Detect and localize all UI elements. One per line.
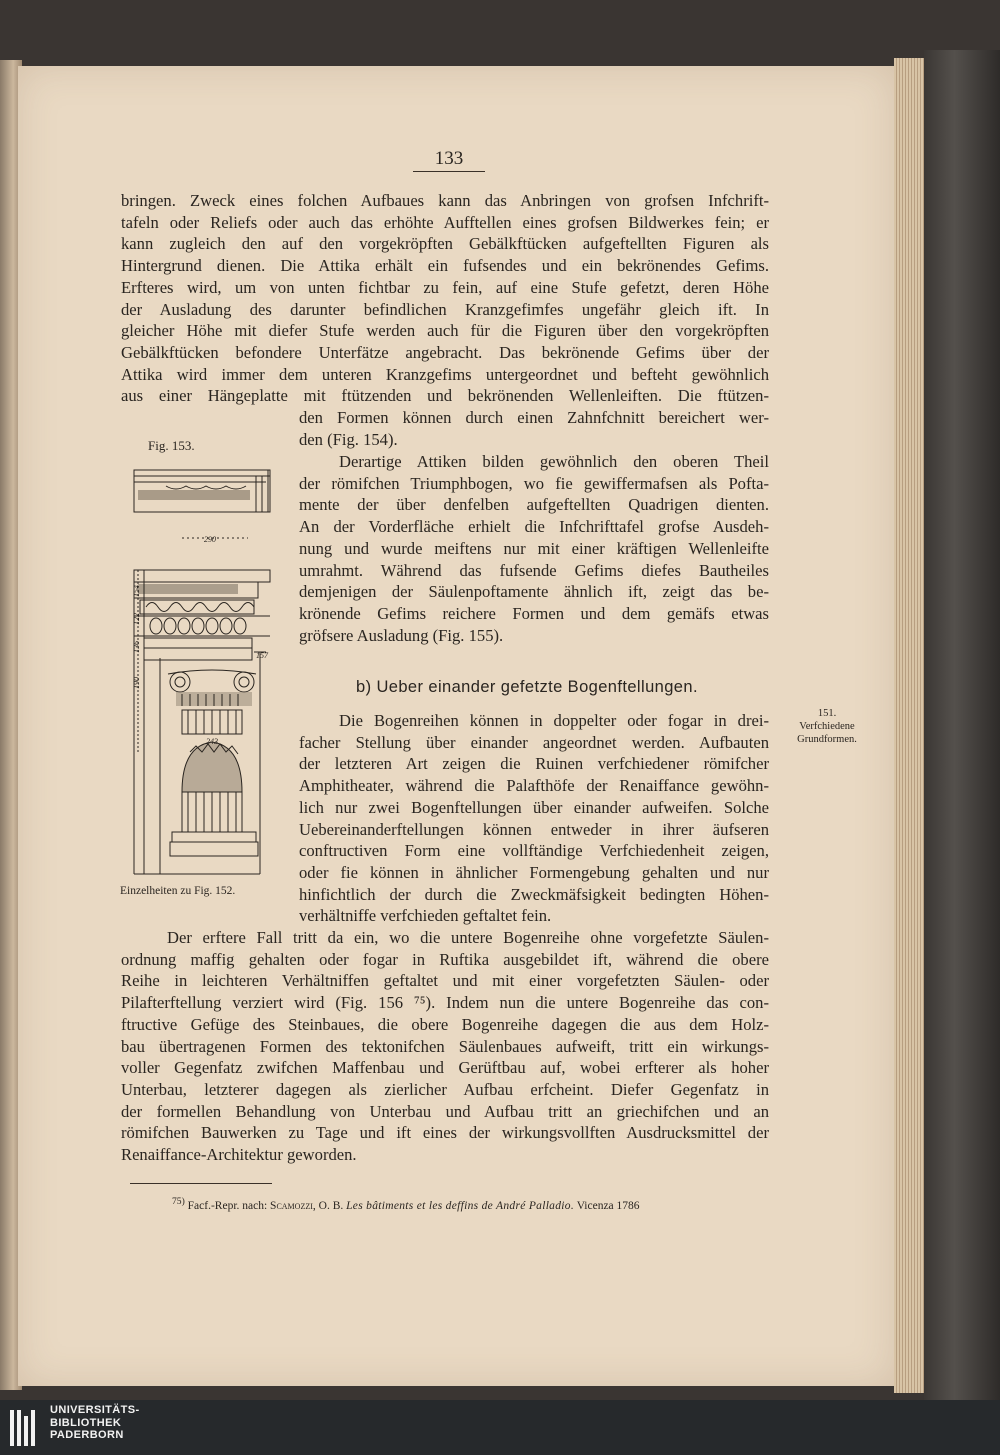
text-line: Reihe in leichteren Verhältniffen geftaltet und mit einer vorgefetzten Säulen- oder bbox=[121, 971, 769, 991]
library-logo-line: UNIVERSITÄTS- bbox=[50, 1404, 140, 1416]
text-line: lich nur zwei Bogenftellungen über einander aufweifen. Solche bbox=[299, 797, 769, 817]
text-line: Die Bogenreihen können in doppelter oder fogar in drei- bbox=[339, 711, 769, 730]
margin-note-line1: Verfchiedene bbox=[799, 721, 855, 732]
book-cover bbox=[924, 50, 1000, 1400]
footnote-author: Scamozzi, O. B. bbox=[270, 1199, 344, 1212]
library-logo-line: PADERBORN bbox=[50, 1429, 124, 1441]
dim-label-190: 190 bbox=[132, 677, 141, 689]
text-line: hinfichtlich der durch die Zweckmäfsigkeit bedingten Höhen- bbox=[299, 884, 769, 904]
text-line: den (Fig. 154). bbox=[299, 429, 398, 449]
section-heading: b) Ueber einander gefetzte Bogenftellungen. bbox=[356, 678, 698, 696]
text-line: nung und wurde meiftens nur mit einer kräftigen Wellenleifte bbox=[299, 538, 769, 558]
text-line: römifchen Bauwerken zu Tage und ift eines der wirkungsvollften Ausdrucksmittel der bbox=[121, 1123, 769, 1143]
text-line: Attika wird immer dem unteren Kranzgefims untergeordnet und befteht gewöhnlich bbox=[121, 364, 769, 384]
text-line: kann zugleich den auf den vorgekröpften Gebälkftücken aufgeftellten Figuren als bbox=[121, 234, 769, 254]
text-line: umrahmt. Während das fufsende Gefims diefes Bautheiles bbox=[299, 560, 769, 580]
text-line: ftructive Gefüge des Steinbaues, die obere Bogenreihe dagegen die aus dem Holz- bbox=[121, 1014, 769, 1034]
figure-label: Fig. 153. bbox=[148, 438, 195, 453]
text-line: der letzteren Art zeigen die Ruinen verfchiedener römifcher bbox=[299, 754, 769, 774]
text-line: aus einer Hängeplatte mit ftützenden und bekrönenden Wellenleiften. Die ftützen- bbox=[121, 386, 769, 406]
text-line: gröfsere Ausladung (Fig. 155). bbox=[299, 625, 504, 645]
text-line: Der erftere Fall tritt da ein, wo die untere Bogenreihe ohne vorgefetzte Säulen- bbox=[167, 928, 769, 947]
paragraph-2 bbox=[299, 451, 769, 646]
text-line: mente der über denfelben aufgeftellten Quadrigen dienten. bbox=[299, 495, 769, 515]
text-line: demjenigen der Säulenpoftamente ähnlich ift, zeigt das be- bbox=[299, 582, 769, 602]
footnote-marker: 75) bbox=[172, 1196, 185, 1207]
paragraph-1-continued bbox=[299, 407, 769, 450]
page-number: 133 bbox=[413, 148, 485, 172]
text-line: oder fie können in ähnlicher Formengebung gehalten und nur bbox=[299, 862, 769, 882]
text-line: facher Stellung über einander angeordnet werden. Aufbauten bbox=[299, 732, 769, 752]
text-line: Derartige Attiken bilden gewöhnlich den oberen Theil bbox=[339, 452, 769, 471]
text-line: conftructiven Form eine vollftändige Verfchiedenheit zeigen, bbox=[299, 841, 769, 861]
egg-and-dart-row bbox=[150, 618, 246, 634]
page-fore-edge bbox=[894, 58, 924, 1393]
text-line: der römifchen Triumphbogen, wo fie gewiffermafsen als Pofta- bbox=[299, 473, 769, 493]
footnote-divider bbox=[130, 1183, 272, 1184]
dim-label-290: 290 bbox=[204, 535, 216, 544]
text-line: der formellen Behandlung von Unterbau und Aufbau tritt an griechifchen und an bbox=[121, 1101, 769, 1121]
text-line: gleicher Höhe mit diefer Stufe werden auch für die Figuren über den vorgekröpften bbox=[121, 321, 769, 341]
paragraph-4 bbox=[121, 927, 769, 1166]
dim-label-136: 136 bbox=[132, 641, 141, 653]
text-line: Renaiffance-Architektur geworden. bbox=[121, 1145, 357, 1165]
text-line: bau übertragenen Formen des tektonifchen Säulenbaues aufweift, tritt ein wirkungs- bbox=[121, 1036, 769, 1056]
footnote-title: Les bâtiments et les deffins de André Palladio. bbox=[346, 1199, 575, 1212]
text-line: krönende Gefims reichere Formen und dem gemäfs etwas bbox=[299, 603, 769, 623]
text-line: voller Gegenfatz zwifchen Maffenbau und Gerüftbau auf, wobei erfterer als hoher bbox=[121, 1058, 769, 1078]
dim-label-154: 154 bbox=[132, 585, 141, 597]
margin-note bbox=[772, 707, 882, 746]
footnote-place-year: Vicenza 1786 bbox=[576, 1199, 640, 1212]
library-logo-line: BIBLIOTHEK bbox=[50, 1416, 122, 1429]
text-line: ordnung maffig gehalten oder fogar in Ruftika ausgebildet ift, während die obere bbox=[121, 949, 769, 969]
margin-note-line2: Grundformen. bbox=[797, 734, 857, 745]
footnote bbox=[172, 1196, 732, 1212]
text-line: den Formen können durch einen Zahnfchnitt bereichert wer- bbox=[299, 408, 769, 427]
library-logo-text bbox=[50, 1404, 170, 1442]
text-line: Amphitheater, während die Palafthöfe der Renaiffance gewöhn- bbox=[299, 776, 769, 796]
footnote-prefix: Facf.-Repr. nach: bbox=[187, 1199, 268, 1212]
text-line: An der Vorderfläche erhielt die Infchrifttafel grofse Ausdeh- bbox=[299, 517, 769, 537]
text-line: der Ausladung des darunter befindlichen Kranzgefimfes ungefähr gleich ift. In bbox=[121, 299, 769, 319]
text-line: Unterbau, letzterer dagegen als zierlicher Aufbau erfcheint. Diefer Gegenfatz in bbox=[121, 1079, 769, 1099]
text-line: Gebälkftücken befondere Unterfätze angebracht. Das bekrönende Gefims über der bbox=[121, 342, 769, 362]
library-logo-icon bbox=[8, 1406, 42, 1450]
dim-label-157: 157 bbox=[256, 651, 268, 660]
figure-caption: Einzelheiten zu Fig. 152. bbox=[120, 885, 236, 897]
text-line: Erfteres wird, um von unten fichtbar zu fein, auf eine Stufe gefetzt, deren Höhe bbox=[121, 277, 769, 297]
paragraph-1 bbox=[121, 190, 769, 407]
text-line: Hintergrund dienen. Die Attika erhält ein fufsendes und ein bekrönendes Gefims. bbox=[121, 256, 769, 276]
dim-label-243: 243 bbox=[206, 737, 218, 746]
text-line: Pilafterftellung verziert wird (Fig. 156 ⁷⁵). Indem nun die untere Bogenreihe das con- bbox=[121, 993, 769, 1013]
text-line: bringen. Zweck eines folchen Aufbaues kann das Anbringen von grofsen Infchrift- bbox=[121, 191, 769, 210]
figure-153-drawing bbox=[126, 462, 278, 880]
dim-label-122: 122 bbox=[132, 613, 141, 625]
margin-note-number: 151. bbox=[817, 708, 837, 719]
text-line: verhältniffe verfchieden geftaltet fein. bbox=[299, 906, 552, 926]
text-line: Uebereinanderftellungen können entweder in ihrer äufseren bbox=[299, 819, 769, 839]
paragraph-3 bbox=[299, 710, 769, 927]
text-line: tafeln oder Reliefs oder auch das erhöhte Aufftellen eines grofsen Bildwerkes fein; er bbox=[121, 212, 769, 232]
